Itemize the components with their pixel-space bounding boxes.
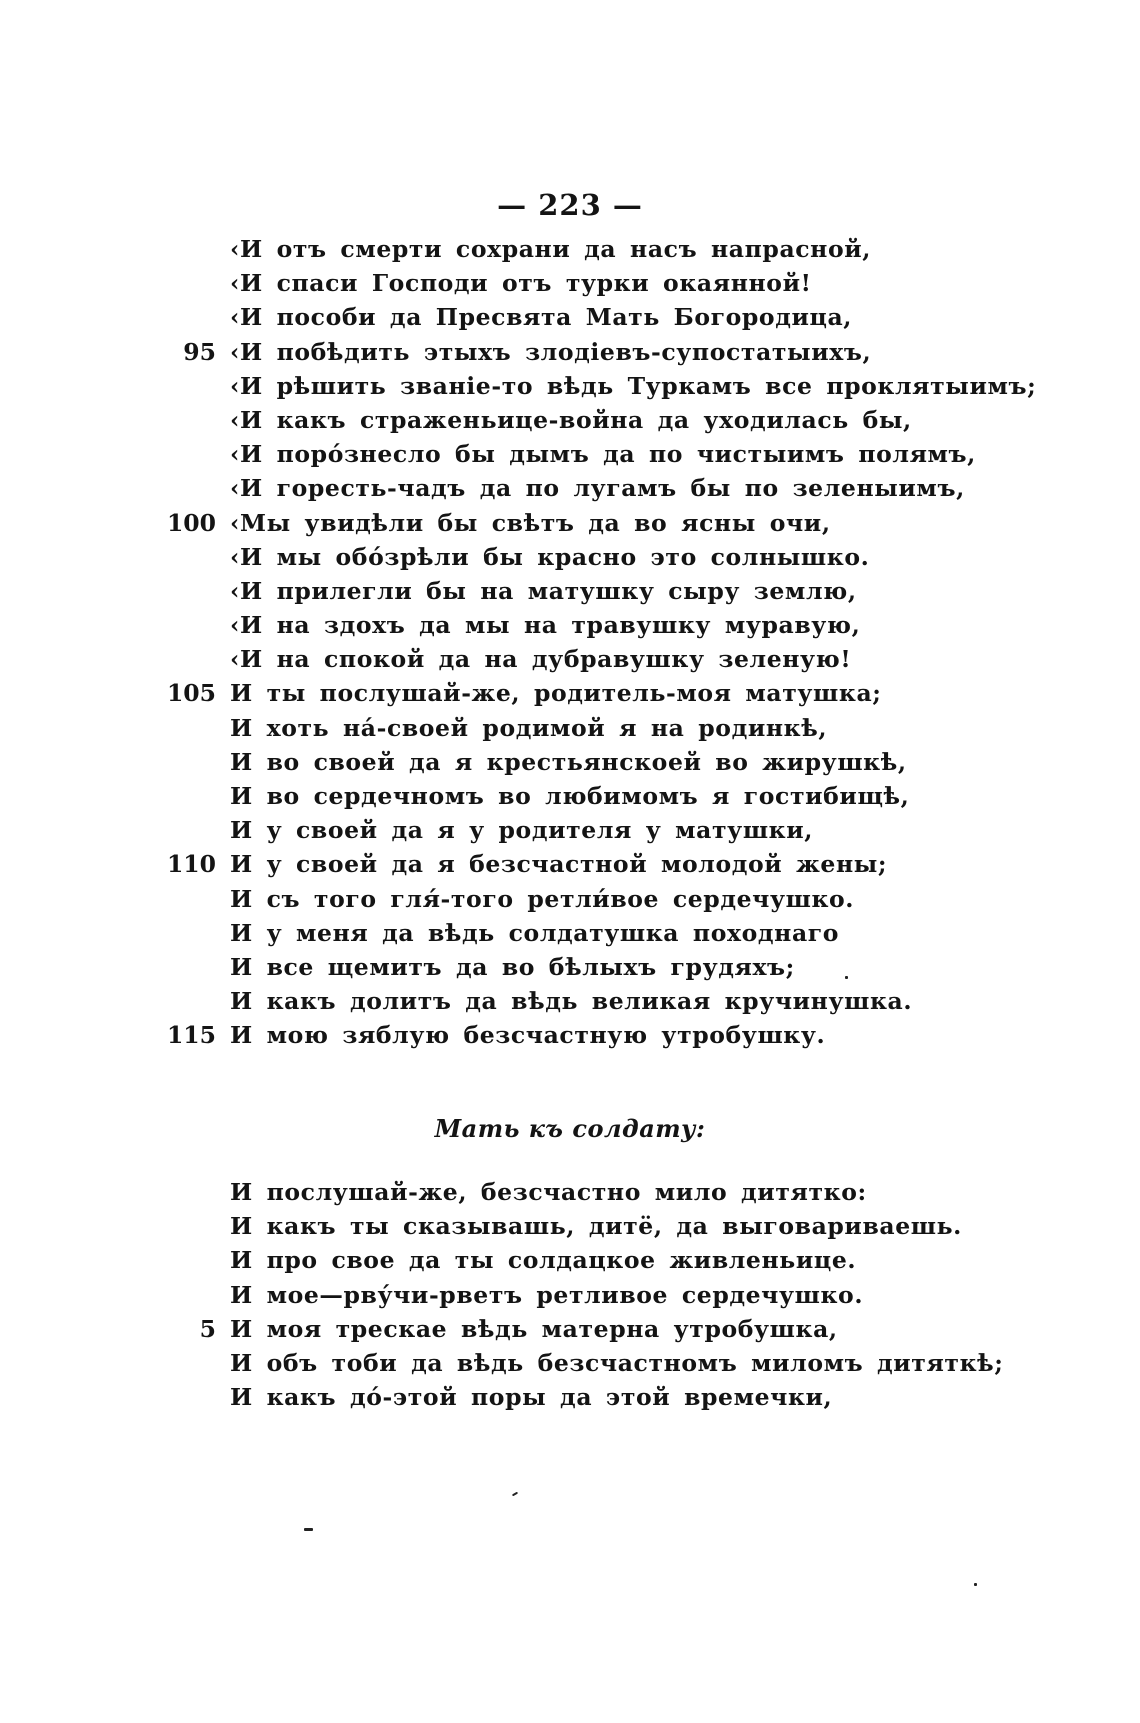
- verse-text: ‹И прилегли бы на матушку сыру землю,: [230, 576, 857, 605]
- verse-line: [0, 1312, 1140, 1346]
- line-number: 110: [166, 850, 216, 879]
- section-heading: Мать къ солдату:: [434, 1114, 706, 1143]
- verse-text: И моя трескае вѣдь матерна утробушка,: [230, 1314, 838, 1343]
- verse-line: [0, 1175, 1140, 1209]
- verse-line: [0, 779, 1140, 813]
- verse-text: ‹И рѣшить званіе-то вѣдь Туркамъ все проклятыимъ;: [230, 371, 1037, 400]
- verse-line: [0, 471, 1140, 505]
- verse-line: [0, 1380, 1140, 1414]
- verse-text: И какъ до́-этой поры да этой времечки,: [230, 1383, 833, 1412]
- verse-line: [0, 847, 1140, 881]
- verse-text: И все щемитъ да во бѣлыхъ грудяхъ;: [230, 952, 795, 981]
- verse-line: [0, 335, 1140, 369]
- verse-text: ‹И отъ смерти сохрани да насъ напрасной,: [230, 235, 872, 263]
- verse-text: ‹И на спокой да на дубравушку зеленую!: [230, 645, 852, 674]
- verse-text: И какъ ты сказывашь, дитё, да выговариваешь.: [230, 1212, 962, 1241]
- verse-text: И про свое да ты солдацкое живленьице.: [230, 1246, 857, 1275]
- verse-text: И ты послушай-же, родитель-моя матушка;: [230, 679, 882, 708]
- verse-text: И во сердечномъ во любимомъ я гостибищѣ,: [230, 782, 910, 810]
- line-number: 5: [199, 1314, 216, 1343]
- verse-text: ‹И какъ страженьице-война да уходилась бы,: [230, 405, 912, 434]
- line-number: 100: [166, 508, 216, 537]
- page-number: — 223 —: [497, 188, 643, 222]
- verse-text: ‹Мы увидѣли бы свѣтъ да во ясны очи,: [230, 508, 831, 537]
- verse-line: [0, 984, 1140, 1018]
- print-speck: [974, 1583, 977, 1586]
- verse-line: [0, 813, 1140, 847]
- verse-text: ‹И поро́знесло бы дымъ да по чистыимъ полямъ,: [230, 440, 976, 469]
- print-speck: [845, 976, 848, 979]
- verse-text: И съ того гля́-того ретли́вое сердечушко.: [230, 884, 855, 913]
- verse-line: [0, 266, 1140, 300]
- verse-text: ‹И на здохъ да мы на травушку муравую,: [230, 611, 861, 640]
- verse-text: И у своей да я безсчастной молодой жены;: [230, 850, 888, 879]
- verse-line: [0, 745, 1140, 779]
- verse-text: ‹И пособи да Пресвята Мать Богородица,: [230, 303, 853, 332]
- verse-line: [0, 369, 1140, 403]
- verse-line: [0, 1243, 1140, 1277]
- verse-line: [0, 300, 1140, 334]
- verse-line: [0, 506, 1140, 540]
- verse-line: [0, 437, 1140, 471]
- verse-line: [0, 1346, 1140, 1380]
- verse-text: И мое—рву́чи-рветъ ретливое сердечушко.: [230, 1280, 864, 1309]
- verse-text: ‹И побѣдить этыхъ злодіевъ-супостатыихъ,: [230, 337, 872, 366]
- verse-line: [0, 540, 1140, 574]
- line-number: 105: [166, 679, 216, 708]
- verse-text: И во своей да я крестьянскоей во жирушкѣ,: [230, 747, 907, 776]
- verse-line: [0, 232, 1140, 266]
- line-number: 115: [166, 1021, 216, 1050]
- verse-line: [0, 882, 1140, 916]
- line-number: 95: [183, 337, 216, 366]
- verse-text: И у меня да вѣдь солдатушка походнаго: [230, 918, 840, 947]
- verse-line: [0, 711, 1140, 745]
- verse-line: [0, 1209, 1140, 1243]
- print-speck: [512, 1492, 518, 1497]
- print-speck: [304, 1528, 313, 1531]
- verse-line: [0, 1018, 1140, 1052]
- verse-line: [0, 608, 1140, 642]
- verse-text: И у своей да я у родителя у матушки,: [230, 816, 814, 845]
- verse-line: [0, 916, 1140, 950]
- verse-text: И мою зяблую безсчастную утробушку.: [230, 1021, 826, 1050]
- verse-line: [0, 403, 1140, 437]
- verse-line: [0, 950, 1140, 984]
- verse-text: И послушай-же, безсчастно мило дитятко:: [230, 1178, 867, 1206]
- verse-text: И объ тоби да вѣдь безсчастномъ миломъ дитяткѣ;: [230, 1348, 1004, 1377]
- verse-text: И хоть на́-своей родимой я на родинкѣ,: [230, 713, 828, 742]
- verse-line: [0, 642, 1140, 676]
- verse-line: [0, 676, 1140, 710]
- verse-block-soldier: [0, 232, 1140, 1053]
- verse-line: [0, 1278, 1140, 1312]
- verse-line: [0, 574, 1140, 608]
- verse-text: ‹И спаси Господи отъ турки окаянной!: [230, 269, 812, 298]
- verse-text: ‹И мы обо́зрѣли бы красно это солнышко.: [230, 542, 870, 571]
- verse-text: И какъ долитъ да вѣдь великая кручинушка.: [230, 987, 913, 1016]
- verse-block-mother: [0, 1175, 1140, 1414]
- verse-text: ‹И горесть-чадъ да по лугамъ бы по зеленыимъ,: [230, 474, 965, 503]
